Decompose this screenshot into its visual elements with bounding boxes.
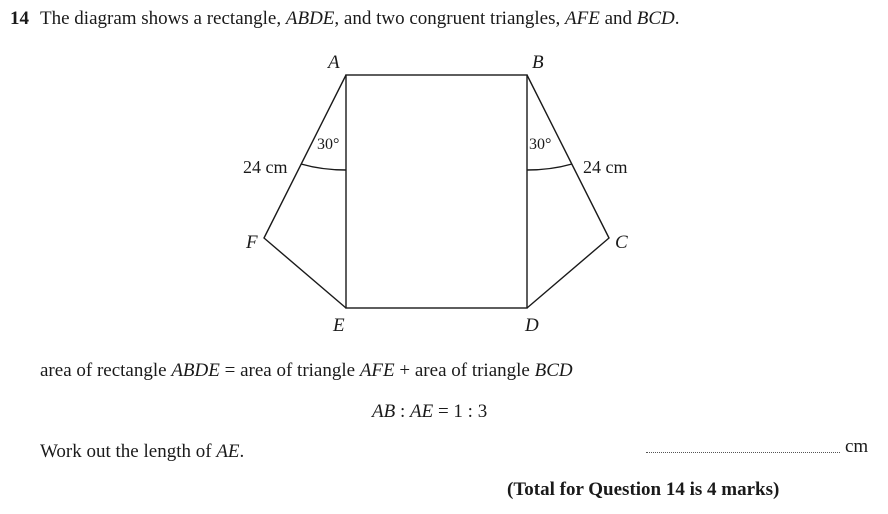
task-end: . bbox=[239, 441, 245, 462]
task-variable: AE bbox=[216, 441, 240, 462]
angle-label-left: 30° bbox=[317, 136, 340, 153]
task-text: Work out the length of bbox=[40, 441, 217, 462]
label-e: E bbox=[333, 315, 345, 336]
condition-tri2-name: BCD bbox=[534, 360, 573, 381]
angle-label-right: 30° bbox=[529, 136, 552, 153]
statement-tri2-name: BCD bbox=[636, 8, 675, 29]
triangle-afe bbox=[264, 75, 346, 308]
statement-text-4: . bbox=[674, 8, 680, 29]
triangle-bcd bbox=[527, 75, 609, 308]
task-instruction bbox=[40, 441, 244, 463]
label-c: C bbox=[615, 232, 628, 253]
statement-rect-name: ABDE bbox=[285, 8, 335, 29]
statement-text-2: , and two congruent triangles, bbox=[334, 8, 565, 29]
statement-text-3: and bbox=[599, 8, 637, 29]
ratio-ab: AB bbox=[372, 401, 396, 422]
condition-text-1: area of rectangle bbox=[40, 360, 172, 381]
answer-unit: cm bbox=[845, 436, 869, 457]
condition-text-2: = area of triangle bbox=[219, 360, 360, 381]
label-b: B bbox=[532, 52, 544, 73]
area-condition bbox=[40, 360, 573, 382]
condition-text-3: + area of triangle bbox=[394, 360, 535, 381]
angle-arc-right bbox=[527, 164, 572, 170]
question-number: 14 bbox=[10, 8, 29, 29]
side-length-left: 24 cm bbox=[243, 157, 288, 177]
ratio-value: = 1 : 3 bbox=[433, 401, 488, 422]
label-d: D bbox=[525, 315, 539, 336]
ratio-ae: AE bbox=[410, 401, 434, 422]
statement-text-1: The diagram shows a rectangle, bbox=[40, 8, 286, 29]
side-length-right: 24 cm bbox=[583, 157, 628, 177]
ratio-separator: : bbox=[395, 401, 410, 422]
label-a: A bbox=[328, 52, 340, 73]
ratio-condition bbox=[372, 401, 487, 423]
angle-arc-left bbox=[301, 164, 346, 170]
condition-rect-name: ABDE bbox=[171, 360, 220, 381]
statement-tri1-name: AFE bbox=[565, 8, 600, 29]
answer-line[interactable] bbox=[646, 452, 840, 453]
rectangle-abde bbox=[346, 75, 527, 308]
label-f: F bbox=[246, 232, 258, 253]
total-marks: (Total for Question 14 is 4 marks) bbox=[507, 479, 780, 500]
condition-tri1-name: AFE bbox=[359, 360, 395, 381]
